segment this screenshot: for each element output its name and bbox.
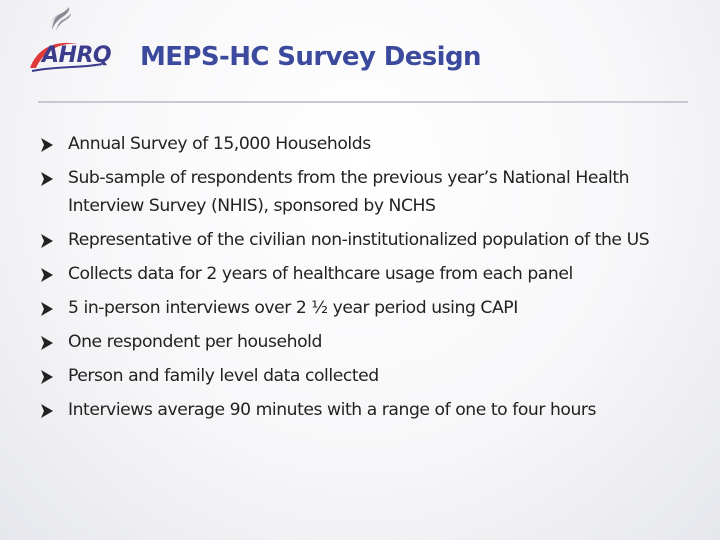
bullet-text: 5 in-person interviews over 2 ½ year period using CAPI bbox=[68, 297, 518, 318]
bullet-item bbox=[40, 295, 705, 323]
bullet-text: One respondent per household bbox=[68, 331, 322, 352]
title-divider bbox=[38, 101, 688, 103]
arrow-bullet-icon bbox=[40, 301, 54, 317]
arrow-bullet-icon bbox=[40, 267, 54, 283]
bullet-item bbox=[40, 363, 705, 391]
bullet-text: Person and family level data collected bbox=[68, 365, 379, 386]
bullet-item bbox=[40, 261, 705, 289]
bullet-item bbox=[40, 329, 705, 357]
bullet-text: Collects data for 2 years of healthcare usage from each panel bbox=[68, 263, 573, 284]
arrow-bullet-icon bbox=[40, 233, 54, 249]
page-title: MEPS-HC Survey Design bbox=[140, 42, 481, 72]
arrow-bullet-icon bbox=[40, 137, 54, 153]
bullet-text: Representative of the civilian non-institutionalized population of the US bbox=[68, 229, 650, 250]
bullet-text: Sub-sample of respondents from the previous year’s National Health Interview Survey (NHIS), sponsored by NCHS bbox=[68, 168, 630, 216]
bullet-text: Annual Survey of 15,000 Households bbox=[68, 134, 371, 154]
bullet-item bbox=[40, 165, 705, 220]
bullet-item bbox=[40, 397, 705, 425]
bullet-text: Interviews average 90 minutes with a range of one to four hours bbox=[68, 399, 597, 420]
bullet-item bbox=[40, 227, 705, 255]
arrow-bullet-icon bbox=[40, 369, 54, 385]
bullet-list bbox=[40, 131, 705, 431]
arrow-bullet-icon bbox=[40, 335, 54, 351]
ahrq-logo-text: AHRQ bbox=[42, 43, 112, 68]
arrow-bullet-icon bbox=[40, 171, 54, 187]
bullet-item bbox=[40, 131, 705, 159]
hhs-eagle-icon bbox=[44, 4, 76, 36]
arrow-bullet-icon bbox=[40, 403, 54, 419]
ahrq-logo bbox=[28, 38, 112, 74]
